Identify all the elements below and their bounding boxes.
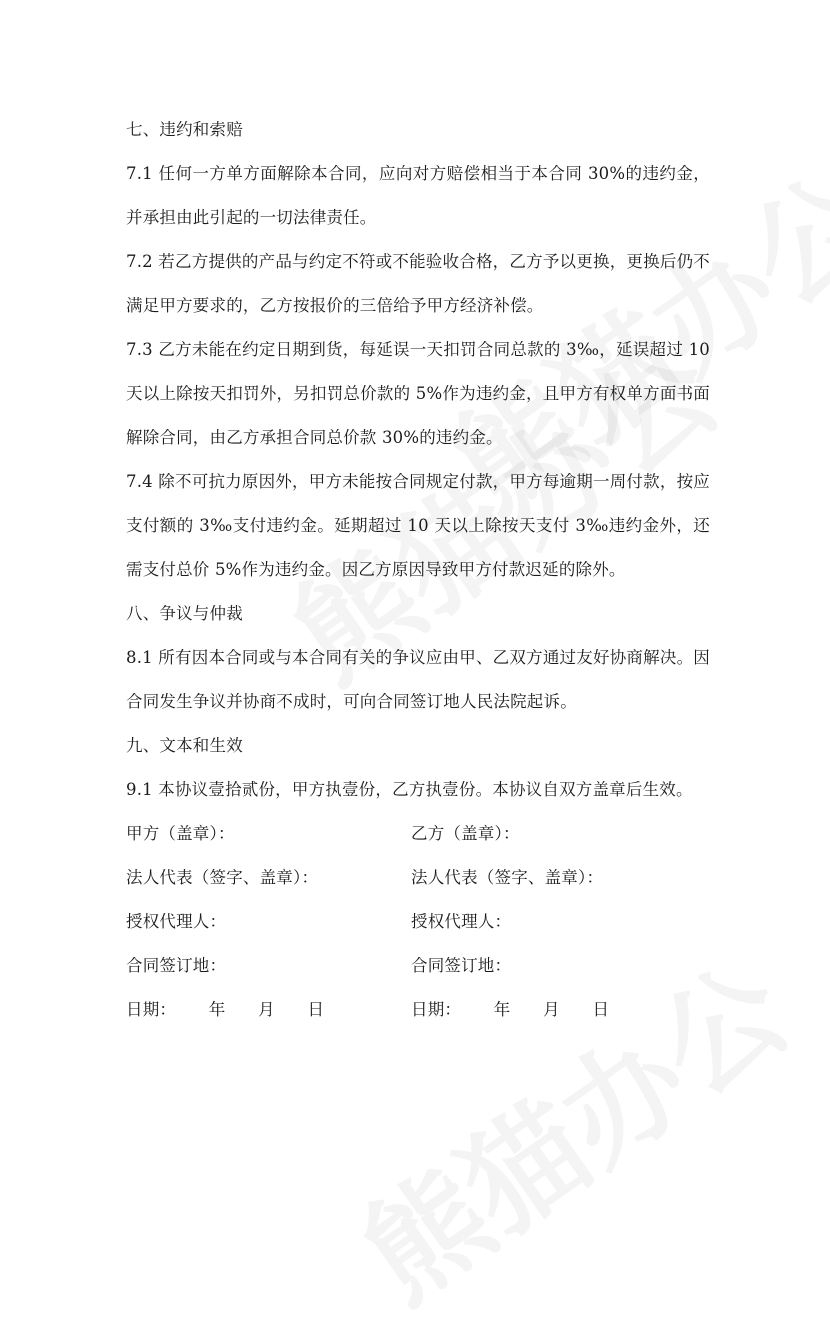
signature-row-place	[126, 944, 710, 988]
clause-7-1: 7.1 任何一方单方面解除本合同，应向对方赔偿相当于本合同 30%的违约金，并承担由此引起的一切法律责任。	[126, 164, 710, 227]
clause-7-2: 7.2 若乙方提供的产品与约定不符或不能验收合格，乙方予以更换，更换后仍不满足甲方要求的，乙方按报价的三倍给予甲方经济补偿。	[126, 252, 710, 315]
party-b-date: 日期： 年 月 日	[411, 1000, 610, 1019]
section-heading: 九、文本和生效	[126, 736, 243, 755]
section-breach	[126, 108, 710, 592]
clause-7-3: 7.3 乙方未能在约定日期到货，每延误一天扣罚合同总款的 3‰，延误超过 10 天以上除按天扣罚外，另扣罚总价款的 5%作为违约金，且甲方有权单方面书面解除合同，由乙方承担合同总价款 30%的违约金。	[126, 340, 710, 447]
signature-row-agent	[126, 900, 710, 944]
party-a-date: 日期： 年 月 日	[126, 1000, 325, 1019]
party-a-place: 合同签订地：	[126, 956, 227, 975]
party-b-rep: 法人代表（签字、盖章）：	[411, 868, 604, 887]
party-a-rep: 法人代表（签字、盖章）：	[126, 868, 319, 887]
clause-9-1: 9.1 本协议壹拾贰份，甲方执壹份，乙方执壹份。本协议自双方盖章后生效。	[126, 780, 693, 799]
section-effect	[126, 724, 710, 812]
party-a-agent: 授权代理人：	[126, 912, 227, 931]
signature-row-rep	[126, 856, 710, 900]
section-dispute	[126, 592, 710, 724]
party-a-seal: 甲方（盖章）：	[126, 824, 235, 843]
signature-block	[126, 812, 710, 1032]
party-b-agent: 授权代理人：	[411, 912, 512, 931]
signature-row-seal	[126, 812, 710, 856]
document-body	[126, 108, 710, 1032]
party-b-seal: 乙方（盖章）：	[411, 824, 520, 843]
signature-row-date	[126, 988, 710, 1032]
section-heading: 七、违约和索赔	[126, 120, 243, 139]
clause-8-1: 8.1 所有因本合同或与本合同有关的争议应由甲、乙双方通过友好协商解决。因合同发生争议并协商不成时，可向合同签订地人民法院起诉。	[126, 648, 710, 711]
party-b-place: 合同签订地：	[411, 956, 512, 975]
section-heading: 八、争议与仲裁	[126, 604, 243, 623]
clause-7-4: 7.4 除不可抗力原因外，甲方未能按合同规定付款，甲方每逾期一周付款，按应支付额的 3‰支付违约金。延期超过 10 天以上除按天支付 3‰违约金外，还需支付总价 5%作为违约金。因乙方原因导致甲方付款迟延的除外。	[126, 472, 710, 579]
